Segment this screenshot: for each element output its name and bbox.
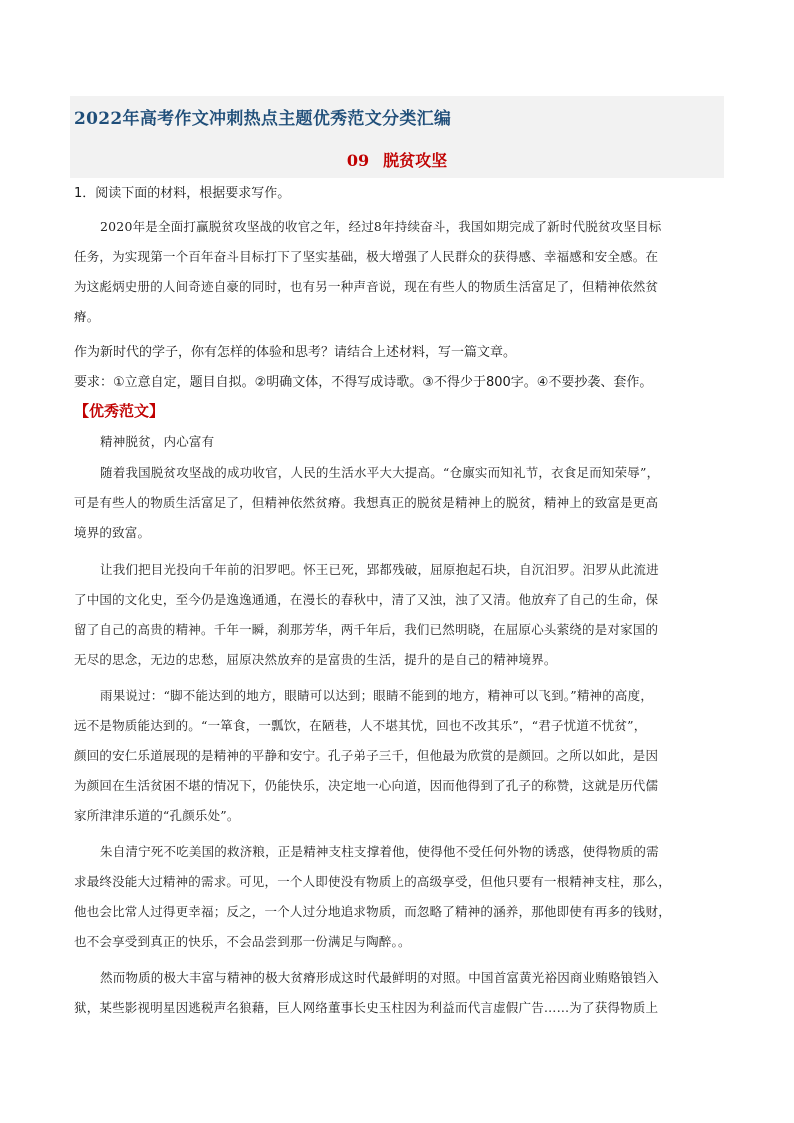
material-line: 任务，为实现第一个百年奋斗目标打下了坚实基础，极大增强了人民群众的获得感、幸福感和安全感。在 bbox=[74, 249, 659, 264]
prompt-requirements: 要求：①立意自定，题目自拟。②明确文体，不得写成诗歌。③不得少于800字。④不要抄袭、套作。 bbox=[74, 375, 653, 390]
essay-line: 留了自己的高贵的精神。千年一瞬，刹那芳华，两千年后，我们已然明晓，在屈原心头萦绕的是对家国的 bbox=[74, 622, 659, 637]
essay-line: 也不会享受到真正的快乐，不会品尝到那一份满足与陶醉。。 bbox=[74, 934, 411, 949]
prompt-question: 作为新时代的学子，你有怎样的体验和思考？请结合上述材料，写一篇文章。 bbox=[74, 345, 517, 360]
material-line: 瘠。 bbox=[74, 309, 100, 324]
section-label-excellent-essay: 【优秀范文】 bbox=[74, 402, 165, 420]
document-title: 2022年高考作文冲刺热点主题优秀范文分类汇编 bbox=[74, 109, 452, 129]
essay-line: 雨果说过：“脚不能达到的地方，眼睛可以达到；眼睛不能到的地方，精神可以飞到。”精神的高度， bbox=[100, 688, 654, 703]
essay-line: 境界的致富。 bbox=[74, 525, 151, 540]
essay-line: 可是有些人的物质生活富足了，但精神依然贫瘠。我想真正的脱贫是精神上的脱贫，精神上的致富是更高 bbox=[74, 495, 659, 510]
material-line: 为这彪炳史册的人间奇迹自豪的同时，也有另一种声音说，现在有些人的物质生活富足了，但精神依然贫 bbox=[74, 279, 659, 294]
essay-line: 然而物质的极大丰富与精神的极大贫瘠形成这时代最鲜明的对照。中国首富黄光裕因商业贿赂锒铛入 bbox=[100, 970, 659, 985]
essay-line: 他也会比常人过得更幸福；反之，一个人过分地追求物质，而忽略了精神的涵养，那他即使有再多的钱财， bbox=[74, 904, 671, 919]
material-line: 2020年是全面打赢脱贫攻坚战的收官之年，经过8年持续奋斗，我国如期完成了新时代脱贫攻坚目标 bbox=[100, 219, 662, 234]
essay-title: 精神脱贫，内心富有 bbox=[100, 434, 215, 449]
essay-line: 了中国的文化史，至今仍是逸逸通通，在漫长的春秋中，清了又浊，浊了又清。他放弃了自己的生命，保 bbox=[74, 592, 659, 607]
essay-line: 求最终没能大过精神的需求。可见，一个人即使没有物质上的高级享受，但他只要有一根精神支柱，那么， bbox=[74, 874, 671, 889]
essay-line: 颜回的安仁乐道展现的是精神的平静和安宁。孔子弟子三千，但他最为欣赏的是颜回。之所以如此，是因 bbox=[74, 748, 659, 763]
essay-line: 为颜回在生活贫困不堪的情况下，仍能快乐，决定地一心向道，因而他得到了孔子的称赞，这就是历代儒 bbox=[74, 778, 659, 793]
topic-name: 脱贫攻坚 bbox=[383, 151, 448, 170]
essay-line: 远不是物质能达到的。“一箪食，一瓢饮，在陋巷，人不堪其忧，回也不改其乐”，“君子忧道不忧贫”， bbox=[74, 718, 647, 733]
essay-line: 无尽的思念，无边的忠愁，屈原决然放弃的是富贵的生活，提升的是自己的精神境界。 bbox=[74, 652, 557, 667]
topic-number: 09 bbox=[346, 151, 370, 170]
topic-title bbox=[0, 148, 794, 171]
essay-line: 家所津津乐道的“孔颜乐处”。 bbox=[74, 808, 240, 823]
essay-line: 让我们把目光投向千年前的汨罗吧。怀王已死，郢都残破，屈原抱起石块，自沉汨罗。汨罗从此流进 bbox=[100, 562, 659, 577]
prompt-instruction: 1．阅读下面的材料，根据要求写作。 bbox=[74, 186, 291, 201]
essay-line: 狱，某些影视明星因逃税声名狼藉，巨人网络董事长史玉柱因为利益而代言虚假广告……为了获得物质上 bbox=[74, 1000, 659, 1015]
essay-line: 随着我国脱贫攻坚战的成功收官，人民的生活水平大大提高。“仓廪实而知礼节，衣食足而知荣辱”， bbox=[100, 465, 660, 480]
essay-line: 朱自清宁死不吃美国的救济粮，正是精神支柱支撑着他，使得他不受任何外物的诱惑，使得物质的需 bbox=[100, 844, 659, 859]
